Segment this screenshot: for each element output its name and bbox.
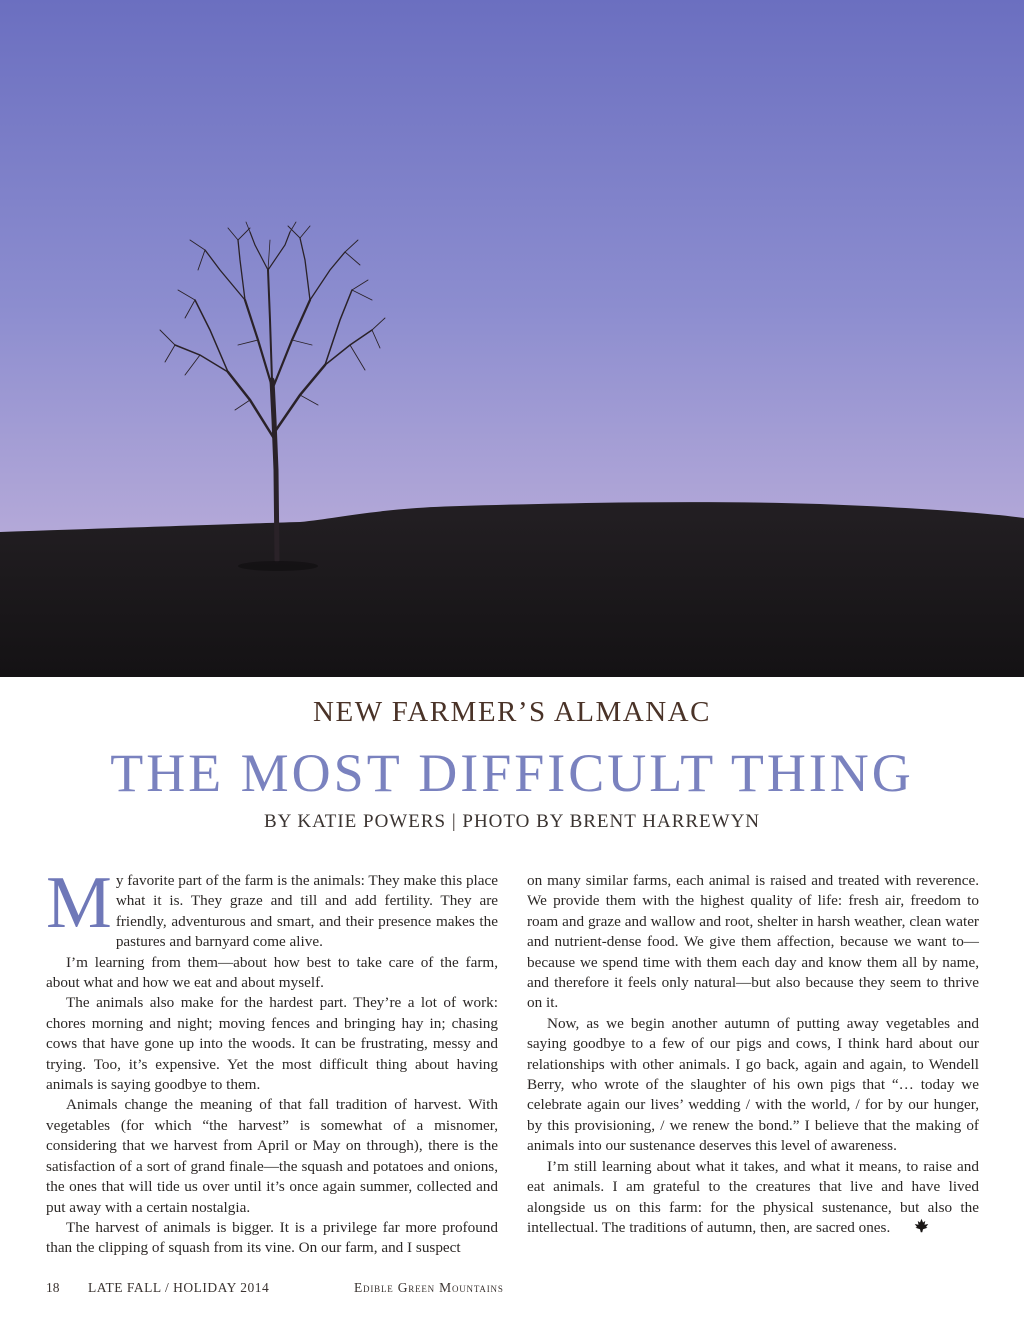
left-column <box>46 862 498 1259</box>
paragraph: My favorite part of the farm is the animals: They make this place what it is. They graze and till and add fertility. They are friendly, adventurous and smart, and their presence makes the pastures and barnyard come alive. <box>46 862 498 951</box>
magazine-name: Edible Green Mountains <box>354 1280 504 1295</box>
drop-cap: M <box>46 862 112 944</box>
paragraph: on many similar farms, each animal is raised and treated with reverence. We provide them with the highest quality of life: fresh air, freedom to roam and graze and wallow and root, shelter in harsh weather, clean water and nutrient-dense food. We give them affection, because we want to—because we spend time with them each day and know them all by name, and therefore it feels only natural—but also because they seem to thrive on it. <box>527 872 979 1012</box>
paragraph: The animals also make for the hardest part. They’re a lot of work: chores morning and night; moving fences and bringing hay in; chasing cows that have gone up into the woods. It can be frustrating, messy and trying. Too, it’s expensive. Yet the most difficult thing about having animals is saying goodbye to them. <box>46 994 498 1094</box>
article-title: THE MOST DIFFICULT THING <box>110 743 914 803</box>
paragraph: The harvest of animals is bigger. It is a privilege far more profound than the clipping of squash from its vine. On our farm, and I suspect <box>46 1218 498 1257</box>
right-column <box>527 871 979 1239</box>
page-number: 18 <box>46 1280 60 1295</box>
paragraph: I’m learning from them—about how best to take care of the farm, about what and how we eat and about myself. <box>46 953 498 992</box>
byline: BY KATIE POWERS | PHOTO BY BRENT HARREWYN <box>263 811 761 832</box>
issue-label: LATE FALL / HOLIDAY 2014 <box>88 1280 270 1295</box>
maple-leaf-icon <box>894 1218 929 1239</box>
page-footer <box>46 1280 646 1300</box>
paragraph: I’m still learning about what it takes, and what it means, to raise and eat animals. I am grateful to the creatures that live and have lived alongside us on this farm: for the physical sustenance, but also the intellectual. The traditions of autumn, then, are sacred ones. <box>527 1157 979 1240</box>
section-kicker: NEW FARMER’S ALMANAC <box>313 696 711 728</box>
paragraph: Now, as we begin another autumn of putting away vegetables and saying goodbye to a few of our pigs and cows, I think hard about our relationships with other animals. I go back, again and again, to Wendell Berry, who wrote of the slaughter of his own pigs that “… today we celebrate again our lives’ wedding / with the world, / for by our hunger, by this provisioning, / we renew the bond.” I believe that the making of animals into our sustenance deserves this level of awareness. <box>527 1014 979 1155</box>
paragraph: Animals change the meaning of that fall tradition of harvest. With vegetables (for which “the harvest” is somewhat of a misnomer, considering that we harvest from April or May on through), there is the satisfaction of a sort of grand finale—the squash and potatoes and onions, the ones that will tide us over until it’s once again summer, collected and put away with a certain nostalgia. <box>46 1096 498 1216</box>
